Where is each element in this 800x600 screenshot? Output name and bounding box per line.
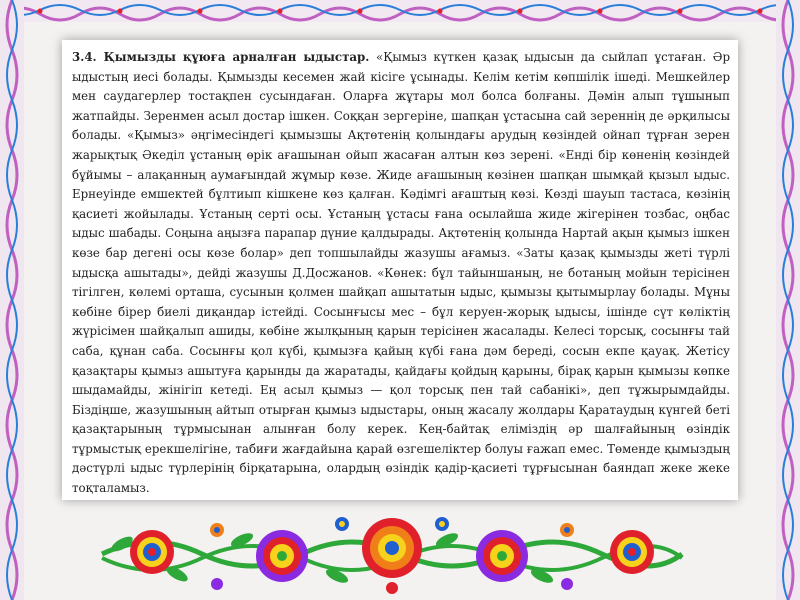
flower-2 [256, 530, 308, 582]
flower-3 [362, 518, 422, 578]
top-wave-ornament [0, 0, 800, 22]
flower-1 [130, 530, 174, 574]
flower-5 [610, 530, 654, 574]
flower-4 [476, 530, 528, 582]
kazakh-floral-ornament [92, 502, 692, 598]
left-ornament-frame [0, 0, 24, 600]
paragraph-text: «Қымыз күткен қазақ ыдысын да сыйлап ұстаған. Әр ыдыстың иесі болады. Қымызды кесемен жай кісіге ұсынады. Келім кетім көпшілік ішеді. Мешкейлер мен саудагерлер тостақпен сусындаған. Оларға жұтары мол болса болғаны. Дәмін алып тұшынып жатпайды. Зеренмен асыл достар ішкен. Соққан зергеріне, шапқан ұстасына сай зереннің де әрқилысы болады. «Қымыз» әңгімесіндегі қымызшы Ақтөтенің қолындағы арудың көзіндей ойнап тұрған зерен жарықтық Әкеділ ұстаның өрік ағашынан ойып жасаған алтын көз зерені. «Енді бір көненің көзіндей бұйымы – алақанның аумағындай жұмыр көзе. Жиде ағашының көзінен шапқан шымқай қызыл ыдыс. Ернеуінде емшектей бұлтиып кішкене көз қалған. Кәдімгі ағаштың көзі. Көзді шауып тастаса, көзінің қасиеті жойылады. Ұстаның серті осы. Ұстаның ұстасы ғана осылайша жиде жігерінен тозбас, оңбас ыдыс шабады. Соңына аңызға парапар дүние қалдырады. Ақтөтенің қолында Нартай ақын қымыз ішкен көзе бар дегені осы көзе болар» деп топшылайды жазушы ағамыз. «Заты қазақ қымызды жеті түрлі ыдысқа ашытады», дейді жазушы Д.Досжанов. «Көнек: бұл тайыншаның, не ботаның мойын терісінен тігілген, көлемі орташа, сусынын қолмен шайқап ашытатын ыдыс, қымызы қытымырлау болады. Мұны көбіне бірер биелі диқандар істейді. Сосынғысы мес – бұл керуен-жорық ыдысы, ішінде сүт көліктің жүрісімен шайқалып ашиды, көбіне жылқының қарын терісінен жасалады. Келесі торсық, сосынғы тай саба, құнан саба. Сосынғы қол күбі, қымызға қайың күбі ғана дәм береді, сосын екпе қауақ. Жетісу қазақтары қымыз ашытуға қарынды да жаратады, қайдағы қойдың қарыны, бірақ қарын қымызы көпке шыдамайды, жінігіп кетеді. Ең асыл қымыз — қол торсық пен тай сабанікі», деп тұжырымдайды. Біздіңше, жазушының айтып отырған қымыз ыдыстары, оның жасалу жолдары Қаратаудың күнгей беті қазақтарының тұрмысынан алынған болу керек. Кең-байтақ еліміздің әр шалғайының өзіндік тұрмыстық ерекшелігіне, табиғи жағдайына қарай өзгешеліктер болуы ғажап емес. Төменде қымыздың дәстүрлі ыдыс түрлерінің бірқатарына, олардың өзіндік қадір-қасиеті тұрғысынан баяндап жеке жеке тоқталамыз. [72, 50, 731, 496]
body-paragraph [72, 48, 730, 499]
section-heading: 3.4. Қымызды құюға арналған ыдыстар. [72, 50, 370, 64]
right-ornament-frame [776, 0, 800, 600]
